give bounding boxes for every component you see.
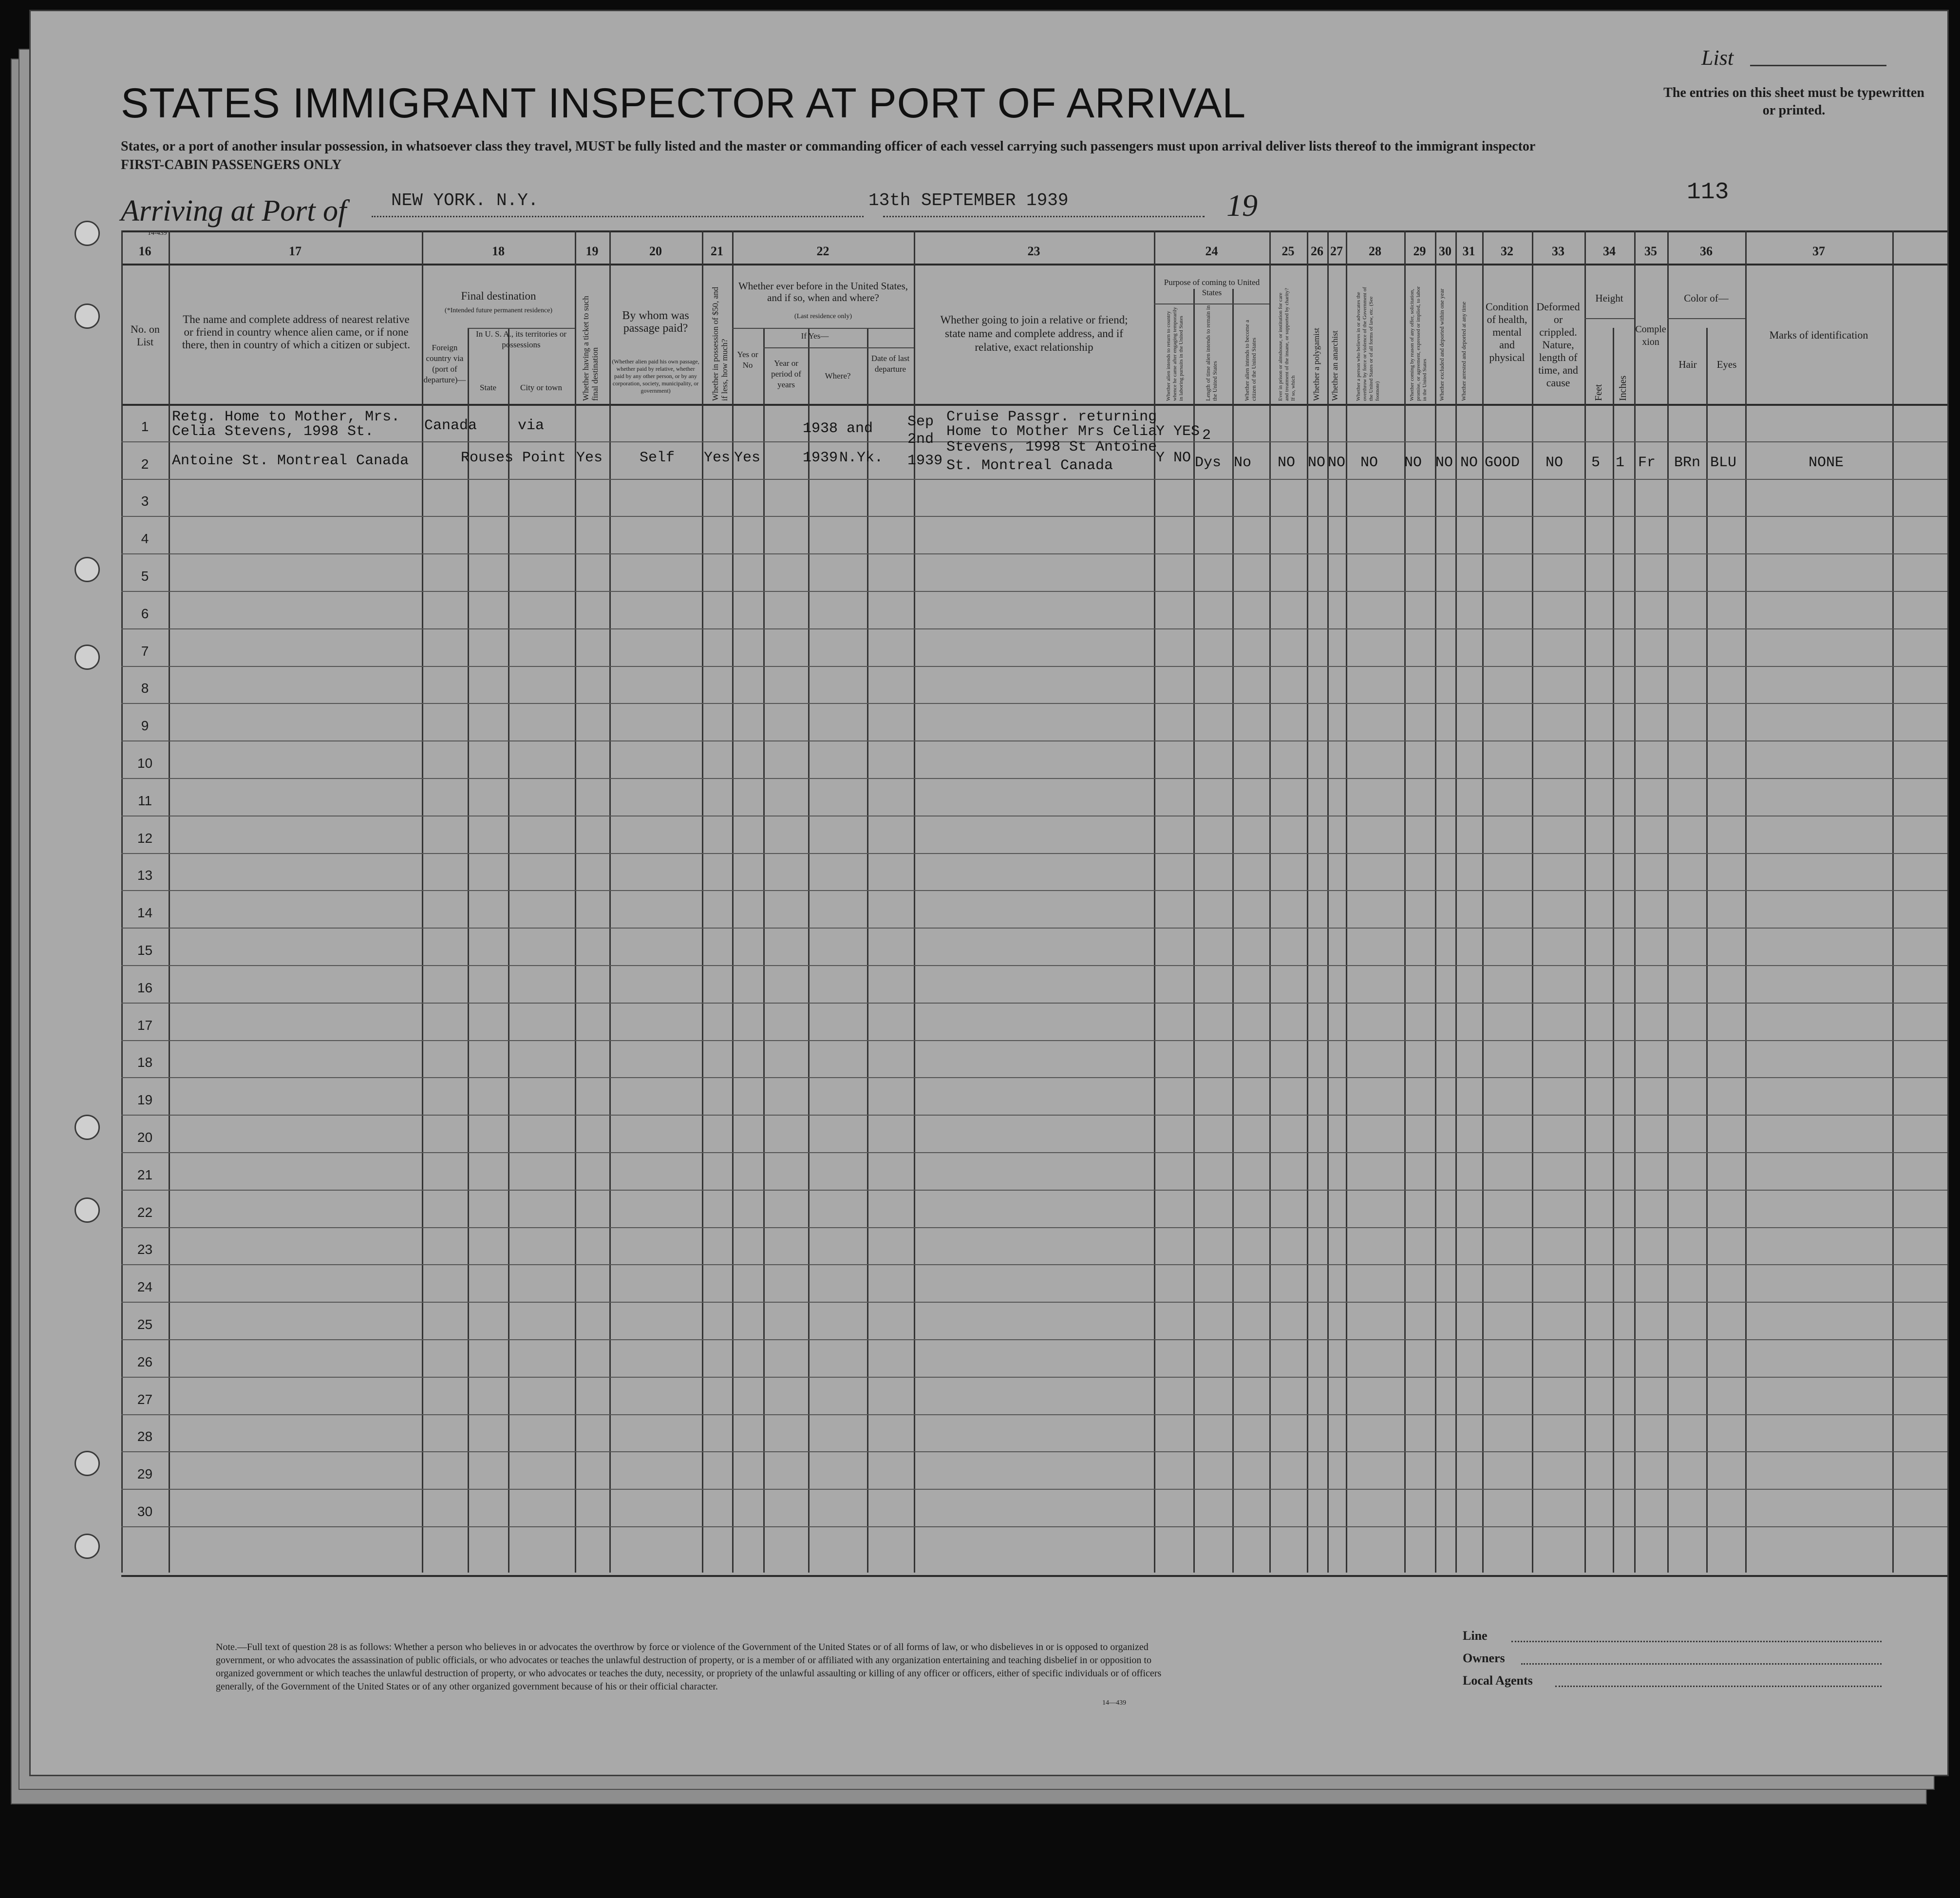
- row-rule: [121, 479, 1947, 480]
- row-number: 18: [137, 1055, 153, 1070]
- row-number: 17: [137, 1018, 153, 1033]
- owners-underline: [1521, 1663, 1882, 1665]
- row-rule: [121, 1451, 1947, 1452]
- row-number: 6: [141, 606, 149, 621]
- owners-label: Owners: [1463, 1651, 1505, 1665]
- column-divider: [468, 328, 469, 1573]
- row-number: 25: [137, 1317, 153, 1332]
- header-bottom-rule: [121, 404, 1947, 406]
- entry-deformed: NO: [1545, 455, 1564, 471]
- entry-joining-line: Home to Mother Mrs Celia: [946, 423, 1157, 440]
- port-underline: [372, 216, 864, 217]
- year-prefix: 19: [1226, 188, 1258, 223]
- column-divider: [732, 230, 734, 1573]
- entry-hair: BRn: [1674, 455, 1701, 471]
- entry-last-departure: 1939: [907, 453, 943, 469]
- row-rule: [121, 1264, 1947, 1265]
- row-number: 10: [137, 756, 153, 771]
- header-marks: Marks of identification: [1769, 329, 1868, 341]
- header-subrule: [732, 328, 914, 329]
- row-number: 11: [137, 793, 152, 808]
- column-number: 24: [1205, 244, 1218, 258]
- column-number: 34: [1603, 244, 1616, 258]
- row-number: 21: [137, 1167, 153, 1182]
- footnote-code: 14—439: [1102, 1699, 1126, 1707]
- column-divider: [1613, 328, 1614, 1573]
- header-inches: Inches: [1618, 375, 1628, 401]
- binder-hole: [75, 1115, 100, 1140]
- entry-relative-line: Antoine St. Montreal Canada: [172, 453, 409, 469]
- row-rule: [121, 853, 1947, 854]
- row-number: 12: [137, 831, 153, 846]
- column-number: 22: [816, 244, 829, 258]
- entry-years: 1939: [803, 450, 838, 466]
- header-final-destination-note: (*Intended future permanent residence): [444, 307, 553, 314]
- cabin-class-line: FIRST-CABIN PASSENGERS ONLY: [121, 157, 342, 172]
- entry-eyes: BLU: [1710, 455, 1737, 471]
- entry-paid-by: Self: [640, 450, 675, 466]
- column-divider: [1404, 230, 1406, 1573]
- column-number: 29: [1413, 244, 1426, 258]
- row-rule: [121, 1003, 1947, 1004]
- header-last-departure: Date of last departure: [871, 354, 910, 374]
- column-divider: [1435, 230, 1436, 1573]
- row-rule: [121, 1339, 1947, 1340]
- header-subrule: [468, 328, 575, 329]
- header-polygamist: Whether a polygamist: [1312, 327, 1321, 401]
- row-number: 8: [141, 681, 149, 696]
- column-divider: [1482, 230, 1484, 1573]
- entry-excluded: NO: [1435, 455, 1453, 471]
- entry-feet: 5: [1591, 455, 1601, 471]
- entry-purpose-length: Dys: [1195, 455, 1222, 471]
- list-label: List: [1701, 46, 1734, 70]
- row-rule: [121, 666, 1947, 667]
- row-number: 29: [137, 1466, 153, 1481]
- column-divider: [1667, 230, 1669, 1573]
- row-number: 9: [141, 718, 149, 733]
- column-number: 30: [1439, 244, 1451, 258]
- row-rule: [121, 703, 1947, 704]
- entry-arrested: NO: [1460, 455, 1478, 471]
- entry-years: 1938 and: [803, 420, 873, 437]
- agents-underline: [1555, 1686, 1882, 1687]
- arriving-label: Arriving at Port of: [121, 194, 347, 228]
- row-rule: [121, 928, 1947, 929]
- binder-hole: [75, 1451, 100, 1476]
- entry-labor-offer: NO: [1404, 455, 1422, 471]
- column-number: 27: [1330, 244, 1343, 258]
- column-divider: [1532, 230, 1533, 1573]
- header-eyes: Eyes: [1716, 359, 1737, 370]
- row-rule: [121, 1077, 1947, 1078]
- header-prison: Ever in prison or almshouse, or institution for care and treatment of the insane, or supported by charity? If so, which: [1278, 288, 1296, 401]
- column-divider: [1584, 230, 1586, 1573]
- row-rule: [121, 1227, 1947, 1228]
- page-number: 113: [1687, 179, 1729, 206]
- binder-hole: [75, 1534, 100, 1559]
- column-number: 31: [1462, 244, 1475, 258]
- header-subrule: [763, 347, 914, 348]
- column-number: 33: [1552, 244, 1564, 258]
- binder-hole: [75, 221, 100, 246]
- entry-polygamist: NO: [1308, 455, 1326, 471]
- row-number: 28: [137, 1429, 153, 1444]
- column-divider: [1307, 230, 1308, 1573]
- row-rule: [121, 591, 1947, 592]
- line-label: Line: [1463, 1629, 1488, 1643]
- row-rule: [121, 778, 1947, 779]
- header-ticket: Whether having a ticket to such final destination: [581, 296, 600, 401]
- row-number: 5: [141, 569, 149, 584]
- row-rule: [121, 1115, 1947, 1116]
- manifest-sheet: [29, 10, 1949, 1776]
- row-number: 3: [141, 493, 149, 509]
- column-divider: [1327, 230, 1329, 1573]
- header-state: State: [480, 383, 496, 392]
- header-anarchist: Whether an anarchist: [1330, 330, 1339, 401]
- column-divider: [575, 230, 576, 1573]
- column-number: 35: [1644, 244, 1657, 258]
- row-rule: [121, 1414, 1947, 1415]
- entry-foreign-country: Canada: [424, 418, 477, 434]
- row-rule: [121, 1302, 1947, 1303]
- header-going-to-join: Whether going to join a relative or friend; state name and complete address, and if relative, exact relationship: [940, 314, 1128, 353]
- entry-relative-line: Retg. Home to Mother, Mrs.: [172, 409, 400, 425]
- row-rule: [121, 553, 1947, 554]
- row-number: 20: [137, 1130, 153, 1145]
- column-divider: [1706, 328, 1708, 1573]
- column-divider: [169, 230, 170, 1573]
- column-divider: [422, 230, 423, 1573]
- entry-money: Yes: [704, 450, 731, 466]
- entry-last-departure: 2nd: [907, 431, 934, 448]
- header-where: Where?: [825, 371, 851, 380]
- arrival-date-value: 13th SEPTEMBER 1939: [868, 190, 1069, 210]
- header-arrested: Whether arrested and deported at any time: [1460, 302, 1467, 401]
- column-divider: [702, 230, 703, 1573]
- row-number: 14: [137, 905, 153, 920]
- row-number: 7: [141, 644, 149, 659]
- header-foreign-country: Foreign country via (port of departure)—: [423, 343, 466, 384]
- entry-joining-line: Stevens, 1998 St Antoine: [946, 439, 1157, 456]
- entry-purpose-length: 2: [1202, 427, 1211, 444]
- binder-hole: [75, 304, 100, 329]
- column-number: 26: [1311, 244, 1323, 258]
- header-subrule: [1667, 318, 1745, 319]
- header-if-yes: If Yes—: [801, 331, 829, 341]
- header-complexion: Complexion: [1635, 324, 1666, 347]
- entry-joining-line: Cruise Passgr. returning: [946, 409, 1157, 425]
- entry-marks: NONE: [1809, 455, 1844, 471]
- column-number: 17: [289, 244, 302, 258]
- header-purpose: Purpose of coming to United States: [1164, 278, 1260, 297]
- header-overthrow: Whether a person who believes in or advocates the overthrow by force or violence of the Government of the United States or of all forms of law, etc. (See footnote): [1356, 287, 1380, 401]
- entry-anarchist: NO: [1328, 455, 1346, 471]
- table-top-rule: [121, 230, 1947, 232]
- header-labor-offer: Whether coming by reason of any offer, solicitation, promise, or agreement, expressed or implied, to labor in the United States: [1409, 286, 1428, 401]
- entry-health: GOOD: [1485, 455, 1520, 471]
- column-number: 37: [1812, 244, 1825, 258]
- entry-complexion: Fr: [1638, 455, 1656, 471]
- row-rule: [121, 1377, 1947, 1378]
- footnote: Note.—Full text of question 28 is as follows: Whether a person who believes in or advocates the overthrow by force or violence of the Government of the United States or of all forms of law, or who disbelieves in or is opposed to organized government, or who advocates the assassination of public officials, or who advocates or teaches the unlawful destruction of property, or is a member of or affiliated with any organization entertaining and teaching disbelief in or opposition to organized government or which teaches the unlawful destruction of property, or who advocates or teaches the duty, necessity, or propriety of the unlawful assaulting or killing of any officer or officers, either of specific individuals or of officers generally, of the Government of the United States or of any other organized government because of his or their official character.: [216, 1642, 1162, 1692]
- entry-relative-line: Celia Stevens, 1998 St.: [172, 423, 374, 440]
- row-number: 16: [137, 980, 153, 995]
- column-divider: [1193, 289, 1195, 1573]
- typewritten-notice: The entries on this sheet must be typewritten or printed.: [1663, 85, 1924, 118]
- column-divider: [508, 328, 509, 1573]
- header-no-on-list: No. on List: [131, 323, 160, 348]
- row-rule: [121, 1526, 1947, 1527]
- row-number: 13: [137, 868, 153, 883]
- entry-ticket: Yes: [576, 450, 603, 466]
- header-purpose-return: Whether alien intends to return to country whence he came after engaging temporarily in laboring pursuits in the United States: [1166, 307, 1184, 401]
- column-number: 36: [1700, 244, 1713, 258]
- entry-overthrow: NO: [1360, 455, 1378, 471]
- date-underline: [883, 216, 1205, 217]
- header-fifty-dollars: Whether in possession of $50, and if less, how much?: [711, 286, 729, 401]
- form-code: 14-439: [148, 229, 167, 237]
- header-excluded: Whether excluded and deported within one year: [1438, 288, 1445, 401]
- row-number: 30: [137, 1504, 153, 1519]
- entry-citizen: No: [1234, 455, 1252, 471]
- column-divider: [1745, 230, 1747, 1573]
- header-in-usa: In U. S. A., its territories or possessions: [475, 329, 567, 349]
- column-number: 32: [1501, 244, 1513, 258]
- row-number: 26: [137, 1354, 153, 1369]
- list-number-line: [1750, 65, 1886, 66]
- row-rule: [121, 1489, 1947, 1490]
- entry-prison: NO: [1278, 455, 1296, 471]
- header-color: Color of—: [1684, 292, 1729, 304]
- entry-state: Rouses Point: [461, 450, 566, 466]
- header-purpose-citizen: Whether alien intends to become a citizen of the United States: [1244, 320, 1257, 401]
- header-years: Year or period of years: [771, 359, 801, 389]
- header-ever-before-note: (Last residence only): [794, 313, 852, 320]
- column-number: 16: [138, 244, 151, 258]
- entry-purpose-return: Y NO: [1156, 450, 1191, 466]
- row-rule: [121, 1040, 1947, 1041]
- row-number: 19: [137, 1092, 153, 1107]
- header-passage-paid-note: (Whether alien paid his own passage, whether paid by relative, whether paid by any other person, or by any corporation, society, municipality, or government): [612, 358, 699, 394]
- column-number: 21: [711, 244, 723, 258]
- column-number: 20: [649, 244, 662, 258]
- header-feet: Feet: [1593, 384, 1604, 401]
- column-divider: [1455, 230, 1457, 1573]
- column-divider: [867, 328, 868, 1573]
- row-rule: [121, 628, 1947, 629]
- page-title: STATES IMMIGRANT INSPECTOR AT PORT OF ARRIVAL: [121, 80, 1246, 127]
- row-number: 22: [137, 1205, 153, 1220]
- column-number: 28: [1369, 244, 1381, 258]
- column-divider: [609, 230, 611, 1573]
- binder-hole: [75, 1197, 100, 1223]
- row-rule: [121, 965, 1947, 966]
- binder-hole: [75, 645, 100, 670]
- header-purpose-length: Length of time alien intends to remain in the United States: [1205, 305, 1218, 401]
- header-ever-before: Whether ever before in the United States, and if so, when and where?: [738, 280, 908, 304]
- column-divider: [808, 328, 810, 1573]
- row-rule: [121, 1152, 1947, 1153]
- row-rule: [121, 1190, 1947, 1191]
- header-ever-before-yes-no: Yes or No: [737, 350, 758, 370]
- row-number: 15: [137, 943, 153, 958]
- row-rule: [121, 516, 1947, 517]
- header-final-destination: Final destination: [461, 290, 536, 302]
- header-nearest-relative: The name and complete address of nearest relative or friend in country whence alien came, or if none there, then in country of which a citizen or subject.: [182, 313, 411, 351]
- column-number: 25: [1282, 244, 1295, 258]
- column-divider: [1269, 230, 1271, 1573]
- row-rule: [121, 890, 1947, 891]
- row-number: 1: [141, 419, 149, 434]
- entry-purpose-return: Y YES: [1156, 423, 1200, 440]
- entry-where: N.Yk.: [839, 450, 884, 466]
- entry-via: via: [518, 418, 545, 434]
- local-agents-label: Local Agents: [1463, 1673, 1533, 1688]
- header-height: Height: [1595, 292, 1623, 304]
- row-number: 4: [141, 531, 149, 546]
- entry-ever-before: Yes: [734, 450, 761, 466]
- row-number: 2: [141, 456, 149, 472]
- binder-hole: [75, 557, 100, 582]
- header-health: Condition of health, mental and physical: [1485, 301, 1528, 363]
- entry-last-departure: Sep: [907, 414, 934, 430]
- row-number: 23: [137, 1242, 153, 1257]
- column-number-rule: [121, 264, 1947, 266]
- row-rule: [121, 740, 1947, 741]
- header-city-town: City or town: [520, 383, 562, 392]
- instructions-line: States, or a port of another insular possession, in whatsoever class they travel, MUST be fully listed and the master or commanding officer of each vessel carrying such passengers must upon arrival deliver lists thereof to the immigrant inspector: [121, 139, 1536, 154]
- header-subrule: [1584, 318, 1634, 319]
- port-value: NEW YORK. N.Y.: [391, 190, 539, 210]
- column-divider: [763, 328, 765, 1573]
- header-deformed: Deformed or crippled. Nature, length of time, and cause: [1536, 301, 1580, 389]
- entry-joining-line: St. Montreal Canada: [946, 457, 1113, 474]
- column-divider: [1346, 230, 1347, 1573]
- column-number: 19: [585, 244, 599, 258]
- column-divider: [1892, 230, 1894, 1573]
- column-divider: [1634, 230, 1636, 1573]
- table-bottom-rule: [121, 1575, 1947, 1577]
- column-number: 23: [1027, 244, 1040, 258]
- header-hair: Hair: [1678, 359, 1697, 370]
- line-underline: [1511, 1641, 1882, 1642]
- column-divider: [1232, 289, 1234, 1573]
- entry-inches: 1: [1616, 455, 1625, 471]
- column-number: 18: [492, 244, 505, 258]
- row-number: 27: [137, 1392, 153, 1407]
- header-passage-paid: By whom was passage paid?: [622, 309, 689, 335]
- row-number: 24: [137, 1279, 153, 1294]
